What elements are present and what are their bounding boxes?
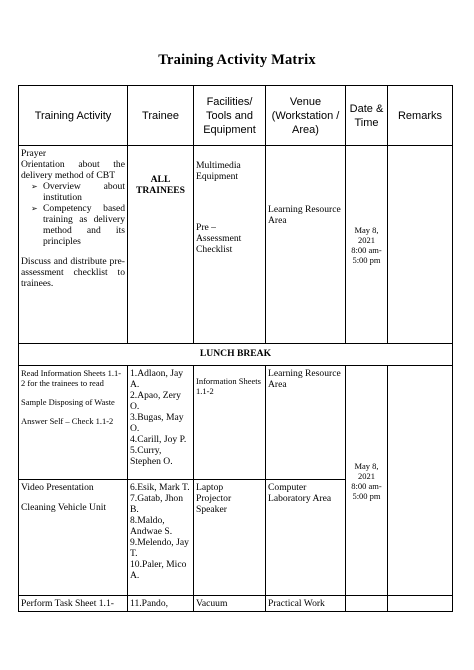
facility-text: Projector [196, 493, 232, 504]
activity-text: Sample Disposing of Waste [21, 397, 115, 407]
activity-cell [19, 146, 128, 344]
table-row [19, 146, 453, 344]
activity-text: Perform Task Sheet 1.1- [21, 598, 114, 609]
table-row [19, 366, 453, 480]
venue-cell [266, 480, 346, 596]
time-text: 8:00 am-5:00 pm [351, 480, 382, 501]
list-item: 6.Esik, Mark T. [130, 482, 190, 493]
page-title: Training Activity Matrix [158, 52, 316, 68]
list-item: 1.Adlaon, Jay A. [130, 368, 184, 390]
facility-text: Speaker [196, 504, 227, 515]
list-item: 10.Paler, Mico A. [130, 559, 187, 581]
lunch-break: LUNCH BREAK [19, 344, 453, 366]
header-trainee: Trainee [128, 86, 194, 146]
activity-text: Video Presentation [21, 482, 94, 493]
trainee-cell [128, 146, 194, 344]
list-item: 9.Melendo, Jay T. [130, 537, 189, 559]
activity-text: Answer Self – Check 1.1-2 [21, 416, 114, 426]
list-item: 3.Bugas, May O. [130, 412, 184, 434]
activity-text: Prayer [21, 148, 47, 159]
trainee-cell [128, 596, 194, 612]
activity-text: Orientation about the delivery method of CBT [21, 159, 125, 181]
facility-text: Vacuum [196, 598, 228, 609]
venue-text: Learning Resource Area [268, 368, 341, 390]
facilities-cell [194, 596, 266, 612]
list-item: 2.Apao, Zery O. [130, 390, 181, 412]
activity-text: Cleaning Vehicle Unit [21, 502, 107, 513]
date-cell [346, 366, 388, 596]
header-facilities: Facilities/ Tools and Equipment [194, 86, 266, 146]
remarks-cell [388, 146, 453, 344]
lunch-row [19, 344, 453, 366]
time-text: 8:00 am-5:00 pm [351, 244, 382, 265]
list-item: 5.Curry, Stephen O. [130, 445, 173, 467]
venue-text: Computer Laboratory Area [268, 482, 332, 504]
trainee-cell [128, 480, 194, 596]
table-row [19, 596, 453, 612]
activity-cell [19, 596, 128, 612]
activity-cell [19, 480, 128, 596]
activity-bullets [21, 181, 125, 247]
list-item: ➢ Competency based training as delivery method and its principles [33, 203, 125, 247]
list-item: 7.Gatab, Jhon B. [130, 493, 184, 515]
trainee-cell [128, 366, 194, 480]
remarks-cell [388, 596, 453, 612]
remarks-cell [388, 366, 453, 596]
venue-text: Practical Work [268, 598, 325, 609]
venue-cell [266, 366, 346, 480]
list-item: 8.Maldo, Andwae S. [130, 515, 173, 537]
facility-text: Laptop [196, 482, 224, 493]
header-row [19, 86, 453, 146]
venue-text: Learning Resource Area [268, 204, 341, 226]
training-matrix-table [18, 85, 453, 612]
list-item: 4.Carill, Joy P. [130, 434, 187, 445]
facility-text: Information Sheets 1.1-2 [196, 376, 261, 396]
activity-text: Read Information Sheets 1.1-2 for the trainees to read [21, 368, 122, 388]
facilities-cell [194, 146, 266, 344]
header-training-activity: Training Activity [19, 86, 128, 146]
facility-text: Pre – Assessment Checklist [196, 222, 242, 255]
date-text: May 8, 2021 [354, 460, 379, 481]
date-cell [346, 596, 388, 612]
venue-cell [266, 146, 346, 344]
header-date-time: Date & Time [346, 86, 388, 146]
facilities-cell [194, 366, 266, 480]
date-cell [346, 146, 388, 344]
venue-cell [266, 596, 346, 612]
trainee-text: 11.Pando, [130, 598, 169, 609]
facilities-cell [194, 480, 266, 596]
activity-cell [19, 366, 128, 480]
header-venue: Venue (Workstation / Area) [266, 86, 346, 146]
trainee-text: ALL TRAINEES [135, 174, 186, 196]
facility-text: Multimedia Equipment [196, 160, 241, 182]
activity-text: Discuss and distribute pre-assessment checklist to trainees. [21, 256, 125, 289]
date-text: May 8, 2021 [354, 224, 379, 245]
list-item: ➢ Overview about institution [33, 181, 125, 203]
header-remarks: Remarks [388, 86, 453, 146]
